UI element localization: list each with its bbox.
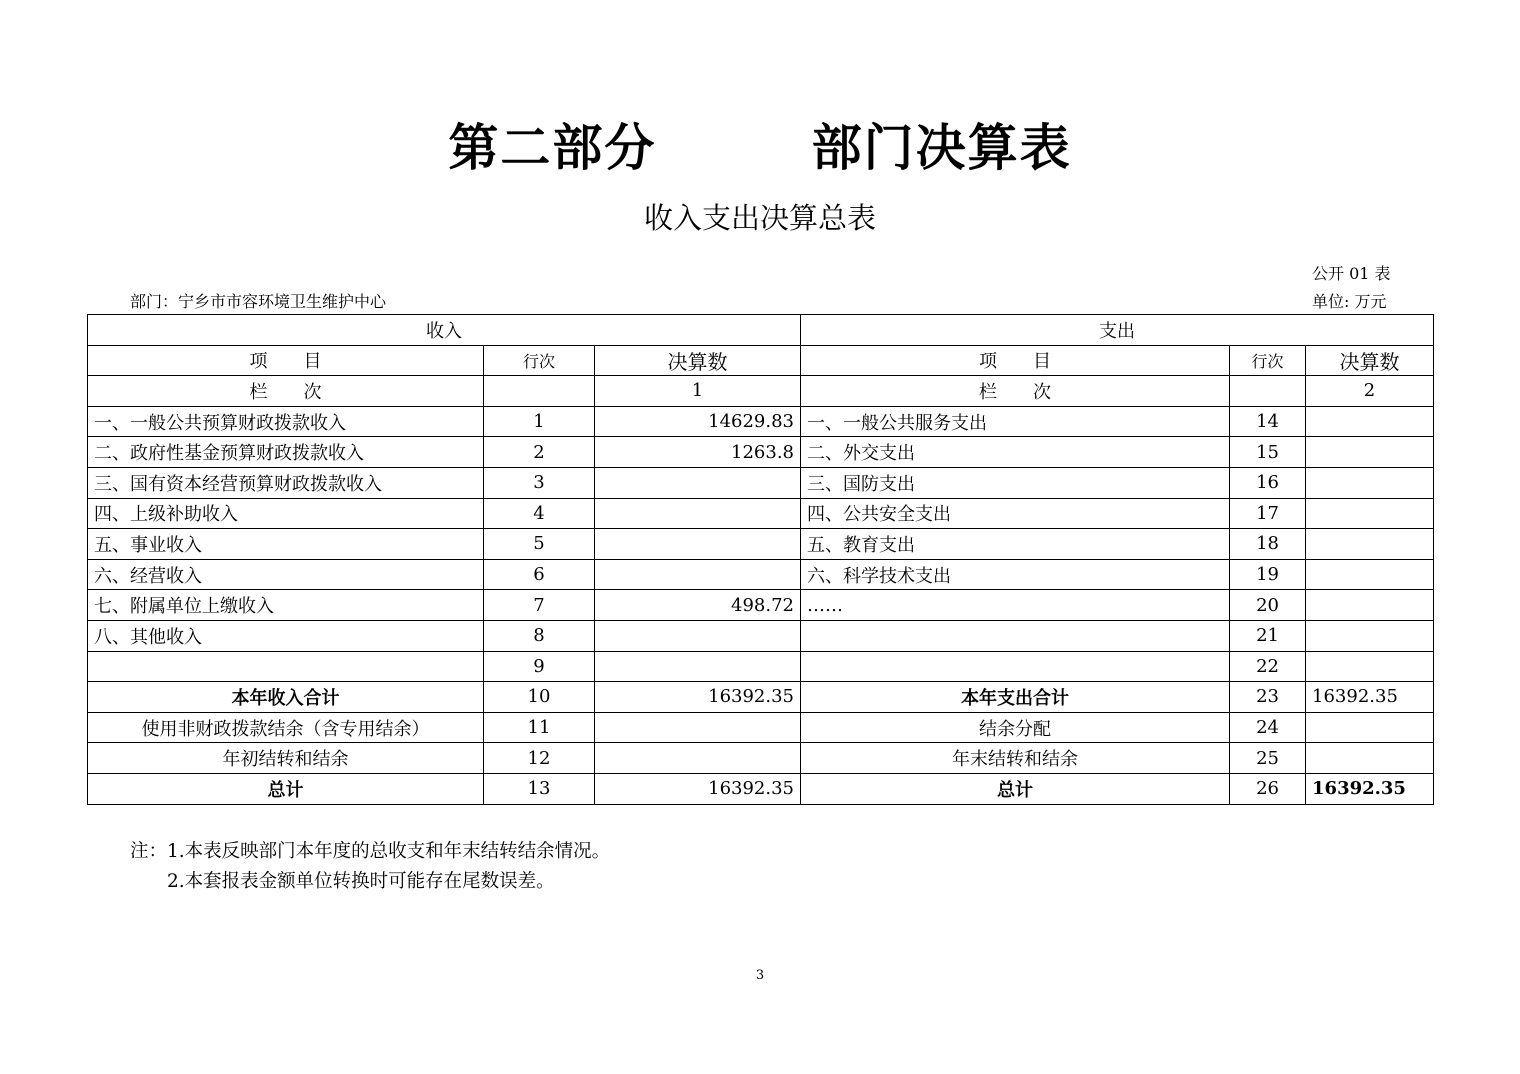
expense-amount xyxy=(1306,559,1434,590)
beginning-no: 12 xyxy=(484,743,595,774)
surplus-dist-amount xyxy=(1306,712,1434,743)
table-row xyxy=(88,498,1434,529)
income-item: 五、事业收入 xyxy=(88,529,484,560)
ending-no: 25 xyxy=(1230,743,1306,774)
year-income-total-no: 10 xyxy=(484,682,595,713)
expense-col-number: 2 xyxy=(1306,376,1434,407)
income-item: 二、政府性基金预算财政拨款收入 xyxy=(88,437,484,468)
income-item: 三、国有资本经营预算财政拨款收入 xyxy=(88,467,484,498)
year-income-total-label: 本年收入合计 xyxy=(88,682,484,713)
income-row-number: 4 xyxy=(484,498,595,529)
income-expense-table xyxy=(87,314,1434,805)
income-amount xyxy=(595,529,801,560)
carryover-row xyxy=(88,743,1434,774)
non-fiscal-no: 11 xyxy=(484,712,595,743)
income-col-number: 1 xyxy=(595,376,801,407)
expense-amount xyxy=(1306,529,1434,560)
department-label: 部门：宁乡市市容环境卫生维护中心 xyxy=(130,292,387,311)
table-row xyxy=(88,406,1434,437)
col-amount-expense: 决算数 xyxy=(1306,345,1434,376)
table-row xyxy=(88,467,1434,498)
col-row-income: 行次 xyxy=(484,345,595,376)
expense-row-number: 14 xyxy=(1230,406,1306,437)
lanci-expense: 栏 次 xyxy=(801,376,1230,407)
income-row-number: 8 xyxy=(484,620,595,651)
income-item xyxy=(88,651,484,682)
expense-row-number: 15 xyxy=(1230,437,1306,468)
expense-grand-amount: 16392.35 xyxy=(1306,773,1434,804)
table-row xyxy=(88,559,1434,590)
year-expense-total-no: 23 xyxy=(1230,682,1306,713)
expense-row-number: 16 xyxy=(1230,467,1306,498)
year-expense-total-amount: 16392.35 xyxy=(1306,682,1434,713)
income-grand-amount: 16392.35 xyxy=(595,773,801,804)
income-amount xyxy=(595,498,801,529)
table-row xyxy=(88,437,1434,468)
income-row-number: 1 xyxy=(484,406,595,437)
income-amount xyxy=(595,559,801,590)
expense-grand-label: 总计 xyxy=(801,773,1230,804)
expense-item xyxy=(801,620,1230,651)
column-header-row xyxy=(88,345,1434,376)
income-amount xyxy=(595,467,801,498)
expense-item: 六、科学技术支出 xyxy=(801,559,1230,590)
income-row-number: 3 xyxy=(484,467,595,498)
expense-row-number: 20 xyxy=(1230,590,1306,621)
page-number: 3 xyxy=(755,968,765,983)
non-fiscal-amount xyxy=(595,712,801,743)
expense-item: …… xyxy=(801,590,1230,621)
ending-amount xyxy=(1306,743,1434,774)
income-item: 六、经营收入 xyxy=(88,559,484,590)
expense-row-number: 22 xyxy=(1230,651,1306,682)
note-line-2: 2.本套报表金额单位转换时可能存在尾数误差。 xyxy=(130,871,555,892)
col-item-income: 项 目 xyxy=(88,345,484,376)
income-item: 四、上级补助收入 xyxy=(88,498,484,529)
income-amount: 1263.8 xyxy=(595,437,801,468)
income-amount xyxy=(595,651,801,682)
expense-amount xyxy=(1306,437,1434,468)
section-header-row xyxy=(88,315,1434,346)
empty-cell xyxy=(1230,376,1306,407)
surplus-dist-label: 结余分配 xyxy=(801,712,1230,743)
table-title: 收入支出决算总表 xyxy=(643,201,876,235)
lanci-income: 栏 次 xyxy=(88,376,484,407)
expense-row-number: 21 xyxy=(1230,620,1306,651)
table-row xyxy=(88,651,1434,682)
expense-item: 五、教育支出 xyxy=(801,529,1230,560)
expense-amount xyxy=(1306,651,1434,682)
income-row-number: 5 xyxy=(484,529,595,560)
col-row-expense: 行次 xyxy=(1230,345,1306,376)
note-line-1: 注：1.本表反映部门本年度的总收支和年末结转结余情况。 xyxy=(130,841,611,862)
expense-row-number: 18 xyxy=(1230,529,1306,560)
ending-label: 年末结转和结余 xyxy=(801,743,1230,774)
expense-header: 支出 xyxy=(801,315,1434,346)
expense-amount xyxy=(1306,498,1434,529)
expense-amount xyxy=(1306,406,1434,437)
income-amount: 14629.83 xyxy=(595,406,801,437)
table-row xyxy=(88,590,1434,621)
expense-item: 三、国防支出 xyxy=(801,467,1230,498)
non-fiscal-row xyxy=(88,712,1434,743)
beginning-label: 年初结转和结余 xyxy=(88,743,484,774)
col-amount-income: 决算数 xyxy=(595,345,801,376)
income-item: 一、一般公共预算财政拨款收入 xyxy=(88,406,484,437)
year-total-row xyxy=(88,682,1434,713)
year-income-total-amount: 16392.35 xyxy=(595,682,801,713)
income-row-number: 7 xyxy=(484,590,595,621)
surplus-dist-no: 24 xyxy=(1230,712,1306,743)
form-number: 公开 01 表 xyxy=(1312,264,1391,283)
income-row-number: 9 xyxy=(484,651,595,682)
expense-grand-no: 26 xyxy=(1230,773,1306,804)
unit-label: 单位: 万元 xyxy=(1312,292,1387,311)
income-item: 八、其他收入 xyxy=(88,620,484,651)
income-amount: 498.72 xyxy=(595,590,801,621)
expense-item: 二、外交支出 xyxy=(801,437,1230,468)
expense-row-number: 17 xyxy=(1230,498,1306,529)
year-expense-total-label: 本年支出合计 xyxy=(801,682,1230,713)
income-header: 收入 xyxy=(88,315,801,346)
income-item: 七、附属单位上缴收入 xyxy=(88,590,484,621)
income-grand-no: 13 xyxy=(484,773,595,804)
expense-item: 四、公共安全支出 xyxy=(801,498,1230,529)
table-row xyxy=(88,529,1434,560)
expense-amount xyxy=(1306,467,1434,498)
income-row-number: 2 xyxy=(484,437,595,468)
income-grand-label: 总计 xyxy=(88,773,484,804)
empty-cell xyxy=(484,376,595,407)
grand-total-row xyxy=(88,773,1434,804)
expense-item: 一、一般公共服务支出 xyxy=(801,406,1230,437)
table-row xyxy=(88,620,1434,651)
col-item-expense: 项 目 xyxy=(801,345,1230,376)
income-row-number: 6 xyxy=(484,559,595,590)
expense-item xyxy=(801,651,1230,682)
income-amount xyxy=(595,620,801,651)
beginning-amount xyxy=(595,743,801,774)
page-title: 第二部分 部门决算表 xyxy=(448,118,1072,177)
non-fiscal-label: 使用非财政拨款结余（含专用结余） xyxy=(88,712,484,743)
column-number-row xyxy=(88,376,1434,407)
expense-amount xyxy=(1306,620,1434,651)
expense-amount xyxy=(1306,590,1434,621)
expense-row-number: 19 xyxy=(1230,559,1306,590)
